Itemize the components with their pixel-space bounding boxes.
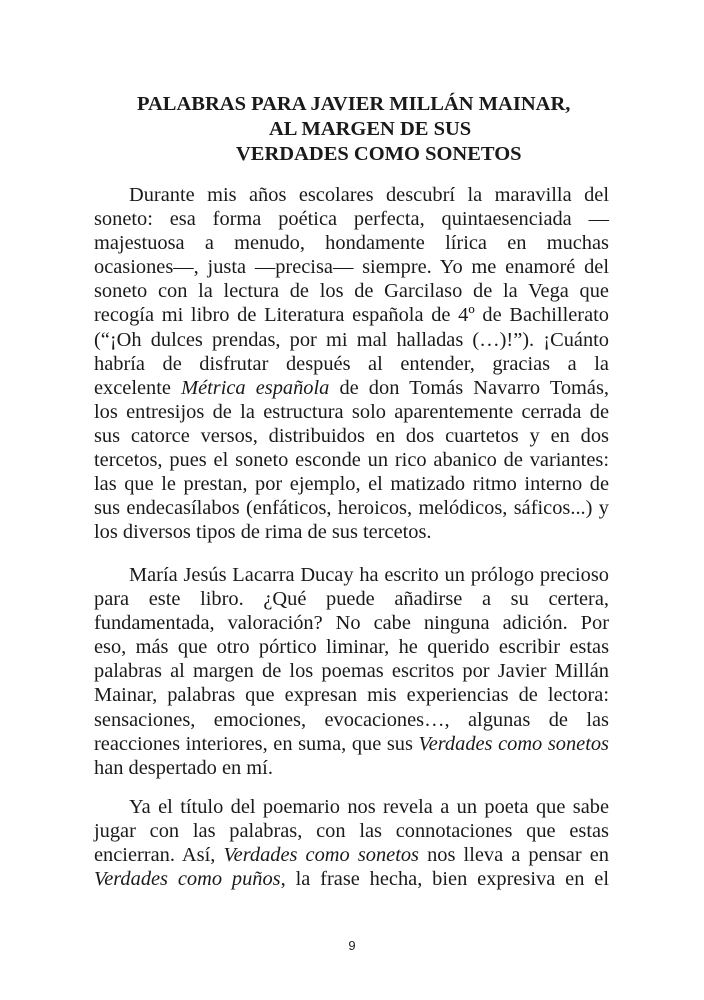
text-line: los diversos tipos de rima de sus tercetos. <box>94 521 432 544</box>
paragraph-3 <box>94 795 609 891</box>
text-run: , la frase hecha, bien expresiva en el <box>280 868 609 891</box>
text-run: encierran. Así, <box>94 844 224 867</box>
page-number: 9 <box>348 938 356 953</box>
text-line: Ya el título del poemario nos revela a un poeta que sabe <box>129 796 609 818</box>
book-title-italic: Verdades como sonetos <box>223 844 419 867</box>
text-line: habría de disfrutar después al entender, gracias a la <box>94 352 609 375</box>
text-line: las que le prestan, por ejemplo, el matizado ritmo interno de <box>94 473 609 496</box>
book-title-italic: Métrica española <box>181 376 330 399</box>
text-line: majestuosa a menudo, hondamente lírica en muchas <box>94 232 609 255</box>
text-line: eso, más que otro pórtico liminar, he querido escribir estas <box>94 636 609 659</box>
text-line <box>94 732 609 756</box>
text-line: sensaciones, emociones, evocaciones…, algunas de las <box>94 708 609 731</box>
text-run: de don Tomás Navarro Tomás, <box>329 376 609 399</box>
chapter-title <box>0 92 704 167</box>
book-title-italic: Verdades como sonetos <box>418 732 609 755</box>
title-line-2: AL MARGEN DE SUS <box>269 118 472 140</box>
text-line: (“¡Oh dulces prendas, por mi mal halladas (…)!”). ¡Cuánto <box>94 328 609 351</box>
text-line: recogía mi libro de Literatura española de 4º de Bachillerato <box>94 304 609 327</box>
text-run: reacciones interiores, en suma, que sus <box>94 732 419 755</box>
text-line: sus catorce versos, distribuidos en dos cuartetos y en dos <box>94 424 609 447</box>
paragraph-1 <box>94 183 609 544</box>
text-line: palabras al margen de los poemas escritos por Javier Millán <box>94 660 609 683</box>
text-line: Mainar, palabras que expresan mis experiencias de lectora: <box>94 684 609 707</box>
text-line: soneto: esa forma poética perfecta, quintaesenciada — <box>94 208 609 231</box>
text-run: nos lleva a pensar en <box>419 844 609 867</box>
text-line: tercetos, pues el soneto esconde un rico abanico de variantes: <box>94 449 609 472</box>
text-line: Durante mis años escolares descubrí la maravilla del <box>129 184 609 206</box>
paragraph-2 <box>94 563 609 780</box>
title-line-1: PALABRAS PARA JAVIER MILLÁN MAINAR, <box>137 93 571 115</box>
text-line <box>94 376 609 400</box>
text-line: soneto con la lectura de los de Garcilaso de la Vega que <box>94 280 609 303</box>
text-line: María Jesús Lacarra Ducay ha escrito un prólogo precioso <box>129 564 609 586</box>
text-line: los entresijos de la estructura solo aparentemente cerrada de <box>94 400 609 423</box>
text-line <box>94 867 609 891</box>
title-line-3: VERDADES COMO SONETOS <box>236 143 522 165</box>
text-line: para este libro. ¿Qué puede añadirse a su certera, <box>94 588 609 611</box>
phrase-italic: Verdades como puños <box>94 868 281 891</box>
text-line: sus endecasílabos (enfáticos, heroicos, melódicos, sáficos...) y <box>94 497 609 520</box>
text-line: jugar con las palabras, con las connotaciones que estas <box>94 820 609 843</box>
text-line: han despertado en mí. <box>94 756 273 779</box>
text-line: ocasiones—, justa —precisa— siempre. Yo me enamoré del <box>94 256 609 279</box>
text-line: fundamentada, valoración? No cabe ninguna adición. Por <box>94 612 609 635</box>
text-line <box>94 843 609 867</box>
text-run: excelente <box>94 376 182 399</box>
